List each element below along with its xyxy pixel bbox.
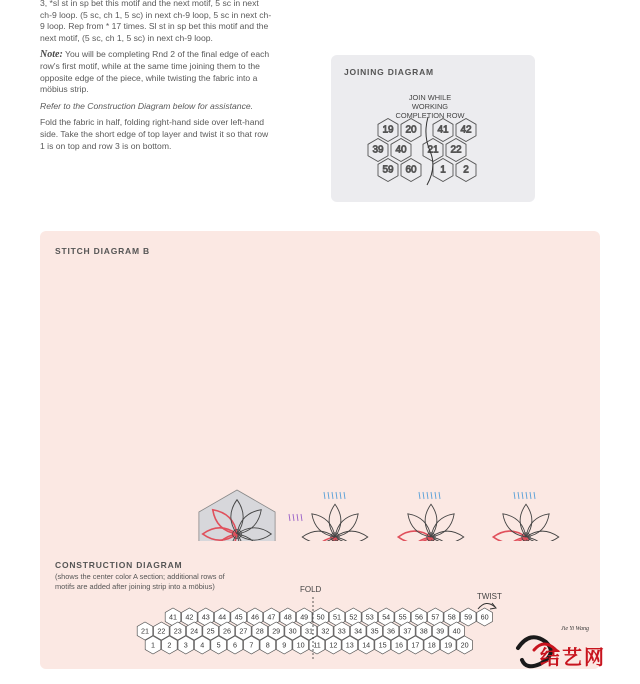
construction-number: 42 — [185, 612, 194, 622]
construction-number: 35 — [370, 626, 379, 636]
construction-number: 27 — [239, 626, 248, 636]
construction-number: 44 — [218, 612, 227, 622]
stitch-diagram-title: STITCH DIAGRAM B — [55, 246, 150, 256]
joining-number: 41 — [437, 124, 449, 136]
joining-number: 1 — [440, 164, 446, 176]
construction-number: 12 — [329, 640, 338, 650]
note-paragraph — [40, 49, 272, 95]
construction-number: 60 — [480, 612, 489, 622]
instruction-text — [40, 0, 272, 157]
joining-number: 21 — [427, 144, 439, 156]
construction-number: 19 — [444, 640, 453, 650]
construction-number: 29 — [272, 626, 281, 636]
joining-number: 22 — [450, 144, 462, 156]
construction-number: 11 — [313, 640, 321, 650]
construction-number: 43 — [201, 612, 210, 622]
construction-number: 18 — [427, 640, 436, 650]
construction-number: 28 — [255, 626, 264, 636]
construction-number: 10 — [296, 640, 305, 650]
caption-line: JOIN WHILE — [408, 93, 452, 102]
construction-number: 23 — [173, 626, 182, 636]
subtitle-line: (shows the center color A section; additional rows of — [55, 572, 225, 581]
joining-diagram-card — [331, 55, 535, 202]
caption-line: WORKING — [411, 102, 449, 111]
construction-number: 38 — [419, 626, 428, 636]
construction-number: 21 — [141, 626, 149, 636]
construction-number: 33 — [337, 626, 346, 636]
construction-number: 32 — [321, 626, 330, 636]
joining-diagram-art — [331, 55, 535, 202]
construction-number: 13 — [345, 640, 354, 650]
construction-diagram-art — [40, 231, 600, 669]
construction-number: 22 — [157, 626, 166, 636]
construction-number: 17 — [411, 640, 420, 650]
construction-number: 50 — [316, 612, 325, 622]
construction-number: 46 — [251, 612, 259, 622]
caption-line: COMPLETION ROW — [395, 111, 465, 120]
joining-number: 2 — [463, 164, 469, 176]
construction-number: 24 — [190, 626, 199, 636]
watermark-script: Jie Yi Wang — [561, 626, 589, 632]
joining-number: 40 — [395, 144, 407, 156]
construction-number: 36 — [387, 626, 395, 636]
construction-number: 48 — [283, 612, 292, 622]
joining-number: 19 — [382, 124, 394, 136]
construction-number: 20 — [460, 640, 469, 650]
construction-number: 54 — [382, 612, 391, 622]
construction-number: 41 — [169, 612, 177, 622]
construction-number: 9 — [282, 640, 287, 650]
construction-number: 51 — [333, 612, 341, 622]
joining-number: 20 — [405, 124, 417, 136]
construction-number: 15 — [378, 640, 387, 650]
fold-paragraph: Fold the fabric in half, folding right-hand side over left-hand side. Take the short edge of top layer and twist it so that row 1 is on top and row 3 is on bottom. — [40, 117, 269, 151]
construction-number: 6 — [233, 640, 237, 650]
construction-number: 25 — [206, 626, 215, 636]
note-text: You will be completing Rnd 2 of the final edge of each row's first motif, while at the same time joining them to the opposite edge of the piece, while twisting the fabric into a möbius strip. — [40, 49, 270, 95]
subtitle-line: motifs are added after joining strip into a möbius) — [55, 581, 215, 591]
construction-number: 39 — [436, 626, 445, 636]
joining-number: 39 — [372, 144, 384, 156]
construction-number: 1 — [151, 640, 155, 650]
joining-number: 42 — [460, 124, 472, 136]
construction-number: 8 — [265, 640, 270, 650]
construction-number: 59 — [464, 612, 473, 622]
construction-number: 14 — [362, 640, 371, 650]
construction-number: 7 — [249, 640, 254, 650]
construction-number: 40 — [452, 626, 461, 636]
construction-number: 37 — [403, 626, 412, 636]
construction-number: 16 — [395, 640, 403, 650]
construction-number: 52 — [349, 612, 358, 622]
fold-label: FOLD — [300, 585, 322, 594]
refer-paragraph: Refer to the Construction Diagram below for assistance. — [40, 100, 254, 111]
construction-number: 34 — [354, 626, 363, 636]
construction-number: 58 — [447, 612, 456, 622]
construction-number: 56 — [415, 612, 423, 622]
construction-number: 57 — [431, 612, 440, 622]
joining-diagram-title: JOINING DIAGRAM — [344, 67, 434, 77]
construction-number: 45 — [234, 612, 243, 622]
note-label: Note: — [40, 49, 63, 61]
instruction-paragraph: 3, *sl st in sp bet this motif and the next motif, 5 sc in next ch-9 loop. (5 sc, ch 1, 5 sc) in next ch-9 loop, 5 sc in next ch-9 loop. Rep from * 17 times. Sl st in sp bet this motif and the next motif, (5 sc, ch 1, 5 sc) in next ch-9 loop. — [40, 0, 272, 43]
construction-number: 55 — [398, 612, 407, 622]
construction-number: 30 — [288, 626, 297, 636]
twist-label: TWIST — [477, 592, 502, 601]
construction-number: 2 — [167, 640, 172, 650]
construction-number: 47 — [267, 612, 276, 622]
construction-number: 3 — [183, 640, 188, 650]
watermark-chinese: 结艺网 — [540, 647, 606, 669]
construction-number: 26 — [223, 626, 231, 636]
joining-number: 60 — [405, 164, 417, 176]
construction-number: 31 — [305, 626, 313, 636]
stitch-diagram-panel — [40, 231, 600, 669]
construction-diagram-title: CONSTRUCTION DIAGRAM — [55, 560, 183, 570]
joining-number: 59 — [382, 164, 394, 176]
construction-number: 49 — [300, 612, 309, 622]
construction-number: 4 — [200, 640, 205, 650]
construction-number: 53 — [365, 612, 374, 622]
construction-number: 5 — [216, 640, 221, 650]
